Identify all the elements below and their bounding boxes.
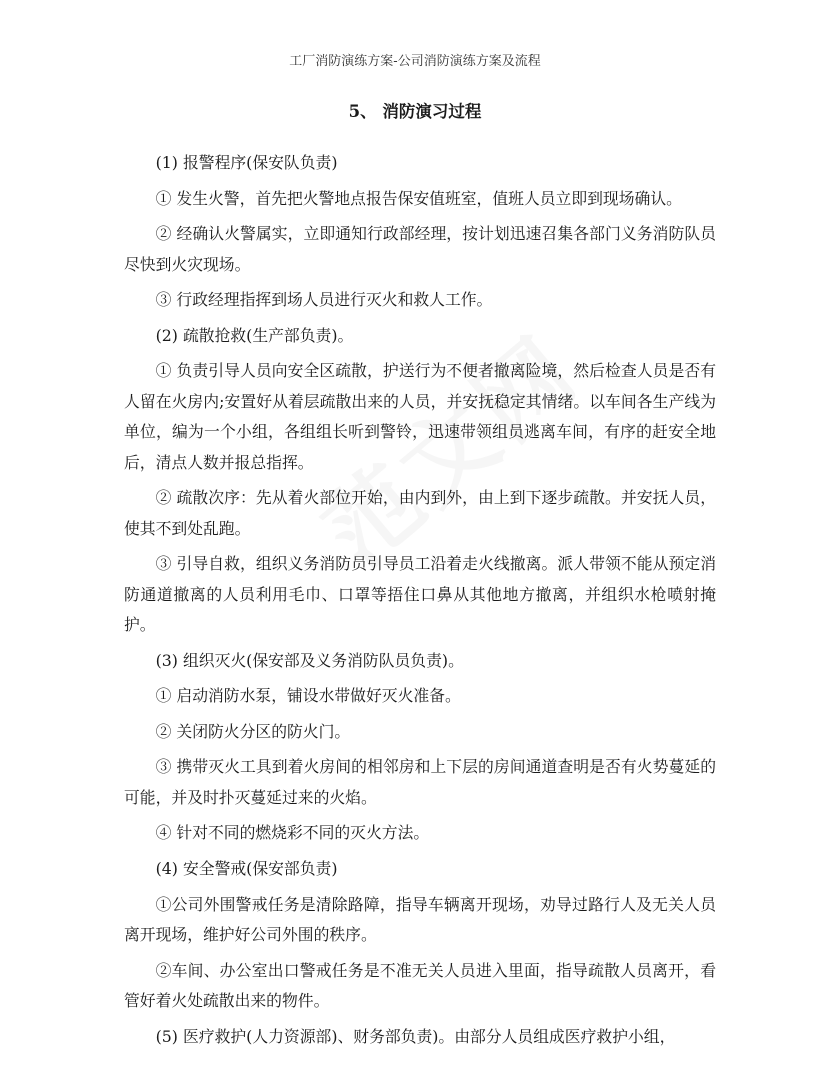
paragraph: ② 经确认火警属实，立即通知行政部经理，按计划迅速召集各部门义务消防队员尽快到火灾现场。 [124, 224, 716, 274]
paragraph: ② 关闭防火分区的防火门。 [155, 721, 351, 741]
paragraph: ① 负责引导人员向安全区疏散，护送行为不便者撤离险境，然后检查人员是否有人留在火房内;安置好从着层疏散出来的人员，并安抚稳定其情绪。以车间各生产线为单位，编为一个小组，各组组长听到警铃，迅速带领组员逃离车间，有序的赶安全地后，清点人数并报总指挥。 [124, 361, 716, 472]
paragraph: ④ 针对不同的燃烧彩不同的灭火方法。 [155, 823, 430, 843]
paragraph: ① 启动消防水泵，铺设水带做好灭火准备。 [155, 686, 461, 706]
subheading-security-cordon: (4) 安全警戒(保安部负责) [155, 858, 338, 878]
running-header: 工厂消防演练方案-公司消防演练方案及流程 [289, 54, 541, 69]
paragraph: ①公司外围警戒任务是清除路障，指导车辆离开现场，劝导过路行人及无关人员离开现场，维护好公司外围的秩序。 [124, 894, 716, 944]
paragraph: ③ 携带灭火工具到着火房间的相邻房和上下层的房间通道查明是否有火势蔓延的可能，并及时扑灭蔓延过来的火焰。 [124, 757, 716, 807]
paragraph: ② 疏散次序：先从着火部位开始，由内到外，由上到下逐步疏散。并安抚人员，使其不到处乱跑。 [124, 488, 716, 538]
paragraph: ②车间、办公室出口警戒任务是不准无关人员进入里面，指导疏散人员离开，看管好着火处疏散出来的物件。 [124, 960, 716, 1010]
section-title: 5、 消防演习过程 [348, 102, 482, 121]
paragraph: ① 发生火警，首先把火警地点报告保安值班室，值班人员立即到现场确认。 [155, 188, 682, 208]
subheading-firefighting: (3) 组织灭火(保安部及义务消防队员负责)。 [155, 650, 464, 670]
paragraph: ③ 引导自救，组织义务消防员引导员工沿着走火线撤离。派人带领不能从预定消防通道撤离的人员利用毛巾、口罩等捂住口鼻从其他地方撤离，并组织水枪喷射掩护。 [124, 554, 716, 634]
subheading-medical-rescue: (5) 医疗救护(人力资源部)、财务部负责)。由部分人员组成医疗救护小组， [155, 1026, 676, 1046]
document-body [124, 148, 716, 1057]
subheading-alarm-procedure: (1) 报警程序(保安队负责) [155, 153, 338, 172]
subheading-evacuation: (2) 疏散抢救(生产部负责)。 [155, 325, 354, 345]
paragraph: ③ 行政经理指挥到场人员进行灭火和救人工作。 [155, 290, 493, 310]
